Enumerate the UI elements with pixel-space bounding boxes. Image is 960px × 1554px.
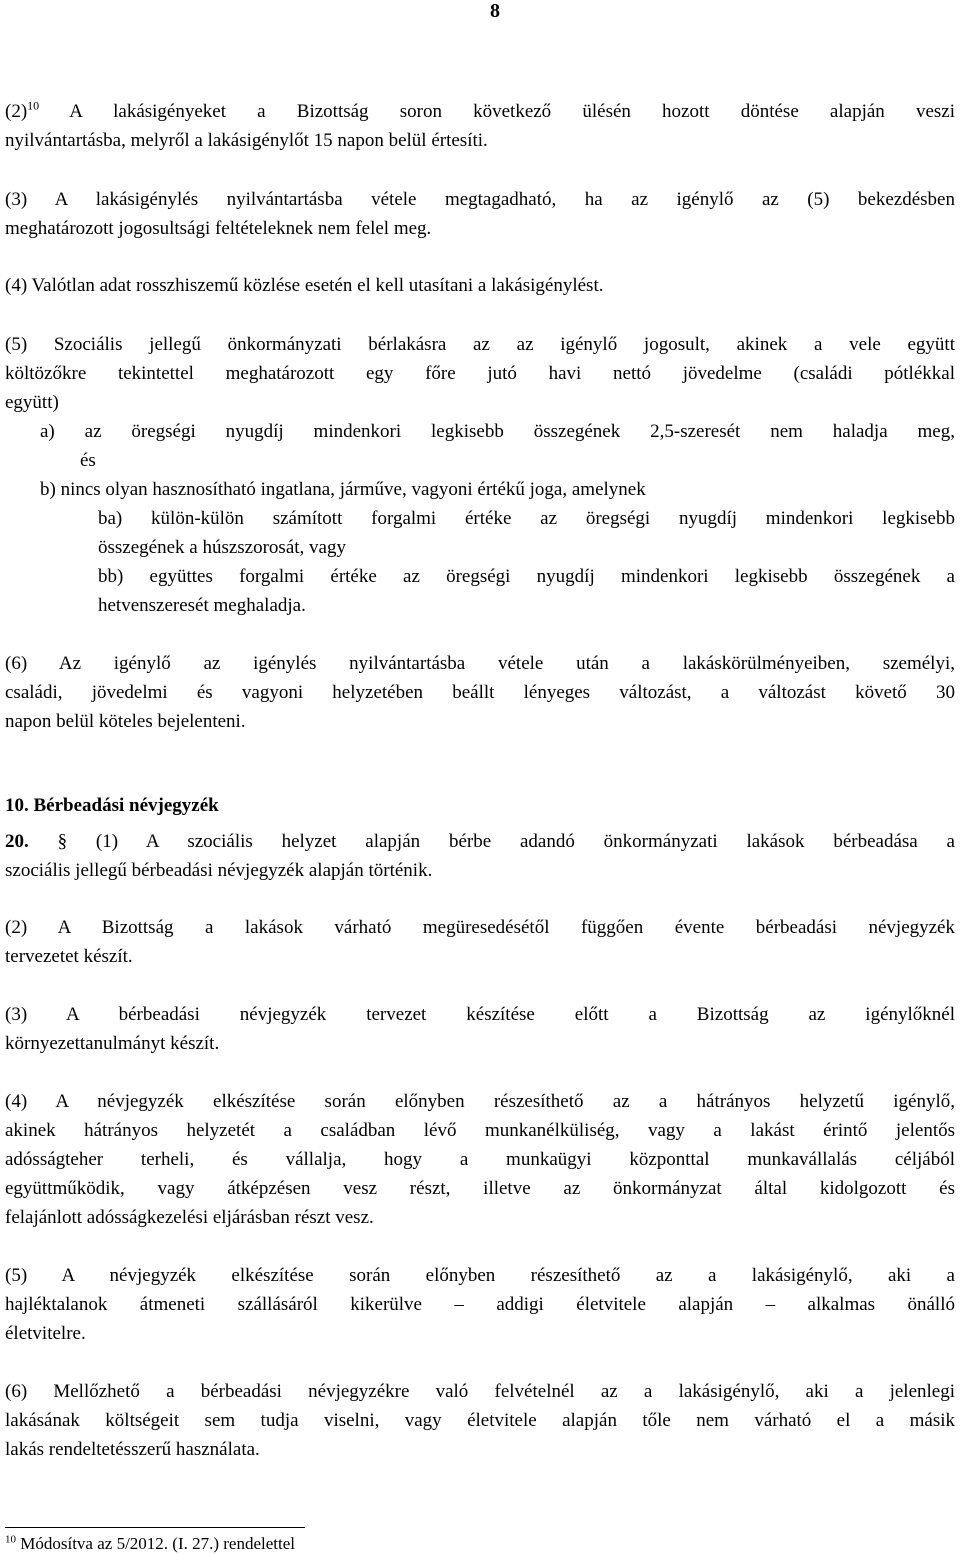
section-4-line-3: adósságteher terheli, és vállalja, hogy a munkaügyi központtal munkavállalás céljából [5,1149,955,1170]
paragraph-6-line-2: családi, jövedelmi és vagyoni helyzetében beállt lényeges változást, a változást követő 30 [5,682,955,703]
paragraph-5-line-1: (5) Szociális jellegű önkormányzati bérlakásra az az igénylő jogosult, akinek a vele együtt [5,334,955,355]
paragraph-text: A lakásigényeket a Bizottság soron következő ülésén hozott döntése alapján veszi [39,101,955,122]
point-ba-line-1: ba) külön-külön számított forgalmi értéke az öregségi nyugdíj mindenkori legkisebb [98,508,955,529]
section-6-line-2: lakásának költségeit sem tudja viselni, vagy életvitele alapján tőle nem várható el a másik [5,1410,955,1431]
point-bb-line-1: bb) együttes forgalmi értéke az öregségi nyugdíj mindenkori legkisebb összegének a [98,566,955,587]
section-6-line-1: (6) Mellőzhető a bérbeadási névjegyzékre való felvételnél az a lakásigénylő, aki a jelenlegi [5,1381,955,1402]
footnote-text: Módosítva az 5/2012. (I. 27.) rendelettel [16,1534,296,1553]
section-number: 20. [5,831,29,852]
paragraph-2-line-2: nyilvántartásba, melyről a lakásigénylőt 15 napon belül értesíti. [5,130,488,151]
section-5-line-3: életvitelre. [5,1323,86,1344]
section-20-line-2: szociális jellegű bérbeadási névjegyzék alapján történik. [5,860,433,881]
section-20-text: (1) A szociális helyzet alapján bérbe adandó önkormányzati lakások bérbeadása a [67,831,955,852]
point-bb-line-2: hetvenszeresét meghaladja. [98,595,306,616]
paragraph-3-line-1: (3) A lakásigénylés nyilvántartásba vétele megtagadható, ha az igénylő az (5) bekezdésben [5,189,955,210]
section-heading: 10. Bérbeadási névjegyzék [5,795,219,816]
point-a-line-1: a) az öregségi nyugdíj mindenkori legkisebb összegének 2,5-szeresét nem haladja meg, [40,421,955,442]
paragraph-6-line-3: napon belül köteles bejelenteni. [5,711,246,732]
footnote-reference[interactable]: 10 [27,98,40,113]
section-4-line-5: felajánlott adósságkezelési eljárásban részt vesz. [5,1207,374,1228]
section-sign: § [57,831,68,852]
section-3-line-2: környezettanulmányt készít. [5,1033,220,1054]
section-5-line-2: hajléktalanok átmeneti szállásáról kikerülve – addigi életvitele alapján – alkalmas önálló [5,1294,955,1315]
point-b: b) nincs olyan hasznosítható ingatlana, járműve, vagyoni értékű joga, amelynek [40,479,646,500]
footnote [5,1534,295,1554]
paragraph-5-line-3: együtt) [5,392,59,413]
footnote-number: 10 [5,1533,16,1546]
paragraph-4: (4) Valótlan adat rosszhiszemű közlése esetén el kell utasítani a lakásigénylést. [5,275,604,296]
section-4-line-1: (4) A névjegyzék elkészítése során előnyben részesíthető az a hátrányos helyzetű igénylő, [5,1091,955,1112]
section-4-line-2: akinek hátrányos helyzetét a családban lévő munkanélküliség, vagy a lakást érintő jelentős [5,1120,955,1141]
point-a-line-2: és [80,450,96,471]
footnote-separator [5,1527,305,1528]
paragraph-5-line-2: költözőkre tekintettel meghatározott egy főre jutó havi nettó jövedelme (családi pótlékkal [5,363,955,384]
paragraph-number: (2) [5,101,28,122]
section-3-line-1: (3) A bérbeadási névjegyzék tervezet készítése előtt a Bizottság az igénylőknél [5,1004,955,1025]
paragraph-6-line-1: (6) Az igénylő az igénylés nyilvántartásba vétele után a lakáskörülményeiben, személyi, [5,653,955,674]
paragraph-3-line-2: meghatározott jogosultsági feltételeknek nem felel meg. [5,218,432,239]
point-ba-line-2: összegének a húszszorosát, vagy [98,537,346,558]
page-number: 8 [490,0,500,22]
section-5-line-1: (5) A névjegyzék elkészítése során előnyben részesíthető az a lakásigénylő, aki a [5,1265,955,1286]
section-6-line-3: lakás rendeltetésszerű használata. [5,1439,260,1460]
section-4-line-4: együttműködik, vagy átképzésen vesz részt, illetve az önkormányzat által kidolgozott és [5,1178,955,1199]
section-2-line-1: (2) A Bizottság a lakások várható megüresedésétől függően évente bérbeadási névjegyzék [5,917,955,938]
section-2-line-2: tervezetet készít. [5,946,133,967]
